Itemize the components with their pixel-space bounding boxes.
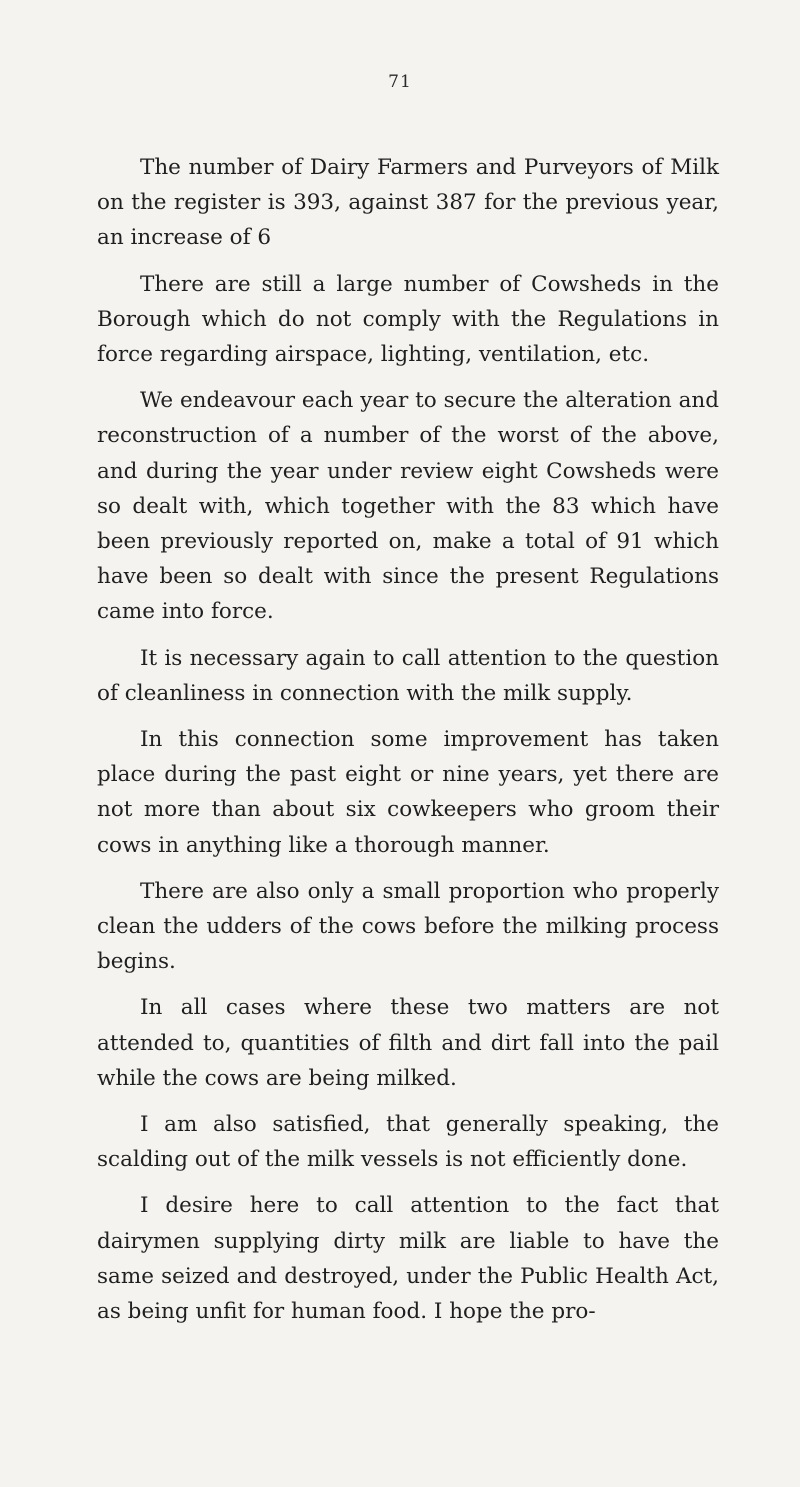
paragraph-filth: In all cases where these two matters are not attended to, quantities of filth and dirt fall into the pail while the cows are being milked.: [97, 995, 719, 1091]
paragraph-public-health-act: I desire here to call attention to the fact that dairymen supplying dirty milk are liable to have the same seized and destroyed, under the Public Health Act, as being unfit for human food. I hope the pro-: [97, 1193, 719, 1325]
paragraph-scalding: I am also satisfied, that generally speaking, the scalding out of the milk vessels is not efficiently done.: [97, 1112, 719, 1173]
body-text: [97, 150, 719, 1329]
paragraph-udders: There are also only a small proportion who properly clean the udders of the cows before the milking process begins.: [97, 878, 719, 975]
paragraph-dairy-register: The number of Dairy Farmers and Purveyors of Milk on the register is 393, against 387 for the previous year, an increase of 6: [97, 155, 719, 251]
paragraph-cowsheds-noncompliance: There are still a large number of Cowsheds in the Borough which do not comply with the Regulations in force regarding airspace, lighting, ventilation, etc.: [97, 271, 719, 368]
page-number: 71: [388, 72, 412, 92]
paragraph-cleanliness: It is necessary again to call attention to the question of cleanliness in connection with the milk supply.: [97, 645, 719, 706]
paragraph-improvement: In this connection some improvement has taken place during the past eight or nine years, yet there are not more than about six cowkeepers who groom their cows in anything like a thorough manner.: [97, 727, 719, 858]
paragraph-reconstruction: We endeavour each year to secure the alteration and reconstruction of a number of the worst of the above, and during the year under review eight Cowsheds were so dealt with, which together with the 83 which have been previously reported on, make a total of 91 which have been so dealt with since the present Regulations came into force.: [97, 388, 719, 625]
